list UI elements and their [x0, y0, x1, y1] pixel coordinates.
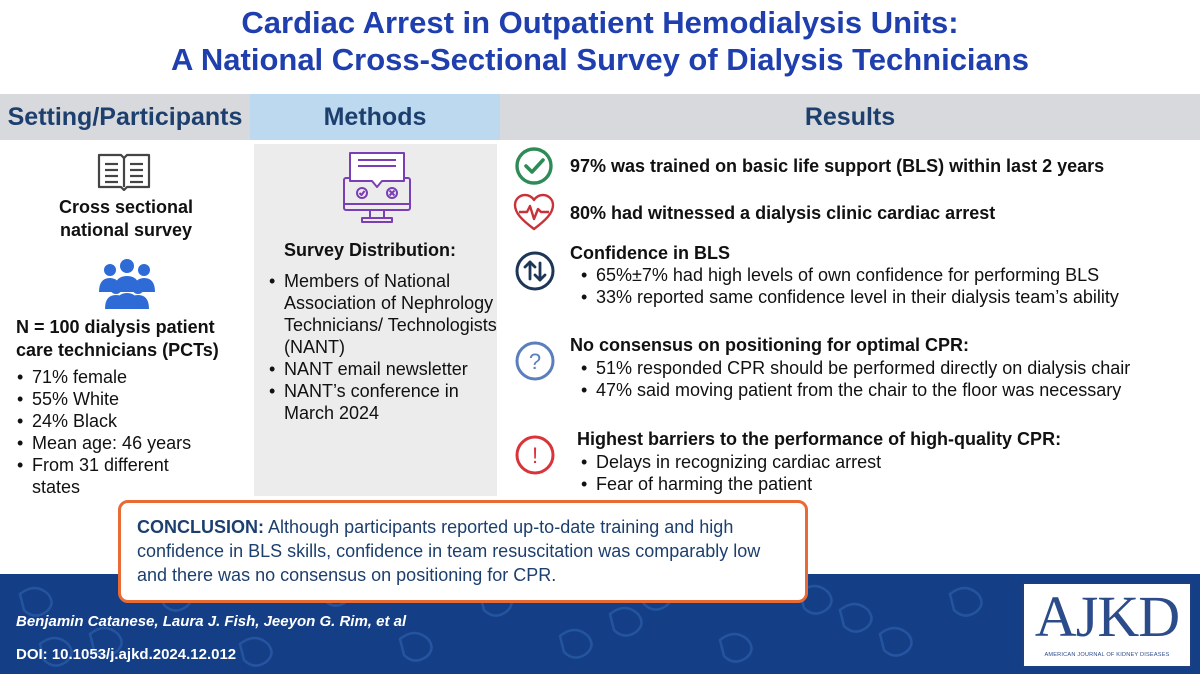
list-item: • Fear of harming the patient [578, 473, 881, 495]
conclusion-label: CONCLUSION: [137, 517, 264, 537]
results-header: Results [500, 94, 1200, 140]
conclusion-box [118, 500, 808, 603]
list-item: • NANT email newsletter [266, 358, 498, 380]
title-line-2: A National Cross-Sectional Survey of Dialysis Technicians [171, 42, 1029, 77]
list-item: • Members of National Association of Nephrology Technicians/ Technologists (NANT) [266, 270, 498, 358]
list-item: • 51% responded CPR should be performed directly on dialysis chair [578, 357, 1130, 379]
result-positioning-heading: No consensus on positioning for optimal CPR: [570, 335, 969, 355]
svg-text:?: ? [528, 349, 542, 374]
logo-subtitle: AMERICAN JOURNAL OF KIDNEY DISEASES [1044, 652, 1170, 658]
list-item: • NANT’s conference in March 2024 [266, 380, 498, 424]
methods-list [266, 270, 498, 424]
list-item: • 33% reported same confidence level in their dialysis team’s ability [578, 286, 1119, 308]
conclusion-text: Although participants reported up-to-date training and high confidence in BLS skills, confidence in team resuscitation was comparably low and there was no consensus on positioning for CPR. [137, 517, 761, 585]
list-item: • 47% said moving patient from the chair to the floor was necessary [578, 379, 1130, 401]
barriers-list [578, 451, 881, 495]
list-item: • Delays in recognizing cardiac arrest [578, 451, 881, 473]
result-witnessed-arrest: 80% had witnessed a dialysis clinic cardiac arrest [570, 203, 996, 223]
book-icon [96, 150, 152, 192]
title-line-1: Cardiac Arrest in Outpatient Hemodialysis Units: [241, 5, 959, 40]
swap-arrows-icon [514, 250, 556, 292]
authors: Benjamin Catanese, Laura J. Fish, Jeeyon G. Rim, et al [16, 613, 407, 630]
computer-survey-icon [340, 150, 414, 224]
page-title [0, 4, 1200, 78]
result-confidence-heading: Confidence in BLS [570, 243, 731, 263]
list-item: • 71% female [14, 366, 250, 388]
heart-pulse-icon [512, 192, 556, 232]
sample-size-label: N = 100 dialysis patient care technicians (PCTs) [16, 317, 219, 360]
methods-header: Methods [250, 94, 500, 140]
survey-type-label: Cross sectional national survey [58, 197, 194, 240]
result-barriers-heading: Highest barriers to the performance of high-quality CPR: [577, 429, 1062, 449]
people-group-icon [96, 258, 158, 310]
confidence-list [578, 264, 1119, 308]
list-item: • From 31 different states [14, 454, 194, 498]
list-item: • 55% White [14, 388, 250, 410]
list-item: • Mean age: 46 years [14, 432, 250, 454]
ajkd-logo [1022, 582, 1192, 668]
question-circle-icon [514, 340, 556, 382]
result-bls-trained: 97% was trained on basic life support (BLS) within last 2 years [570, 156, 1105, 176]
doi-link[interactable]: DOI: 10.1053/j.ajkd.2024.12.012 [16, 646, 237, 663]
logo-wordmark: AJKD [1034, 584, 1180, 649]
svg-text:!: ! [531, 443, 539, 468]
setting-header: Setting/Participants [0, 94, 250, 140]
survey-distribution-title: Survey Distribution: [284, 240, 457, 260]
exclamation-circle-icon [514, 434, 556, 476]
list-item: • 24% Black [14, 410, 250, 432]
positioning-list [578, 357, 1130, 401]
check-circle-icon [514, 146, 554, 186]
list-item: • 65%±7% had high levels of own confidence for performing BLS [578, 264, 1119, 286]
participant-list [14, 366, 250, 498]
